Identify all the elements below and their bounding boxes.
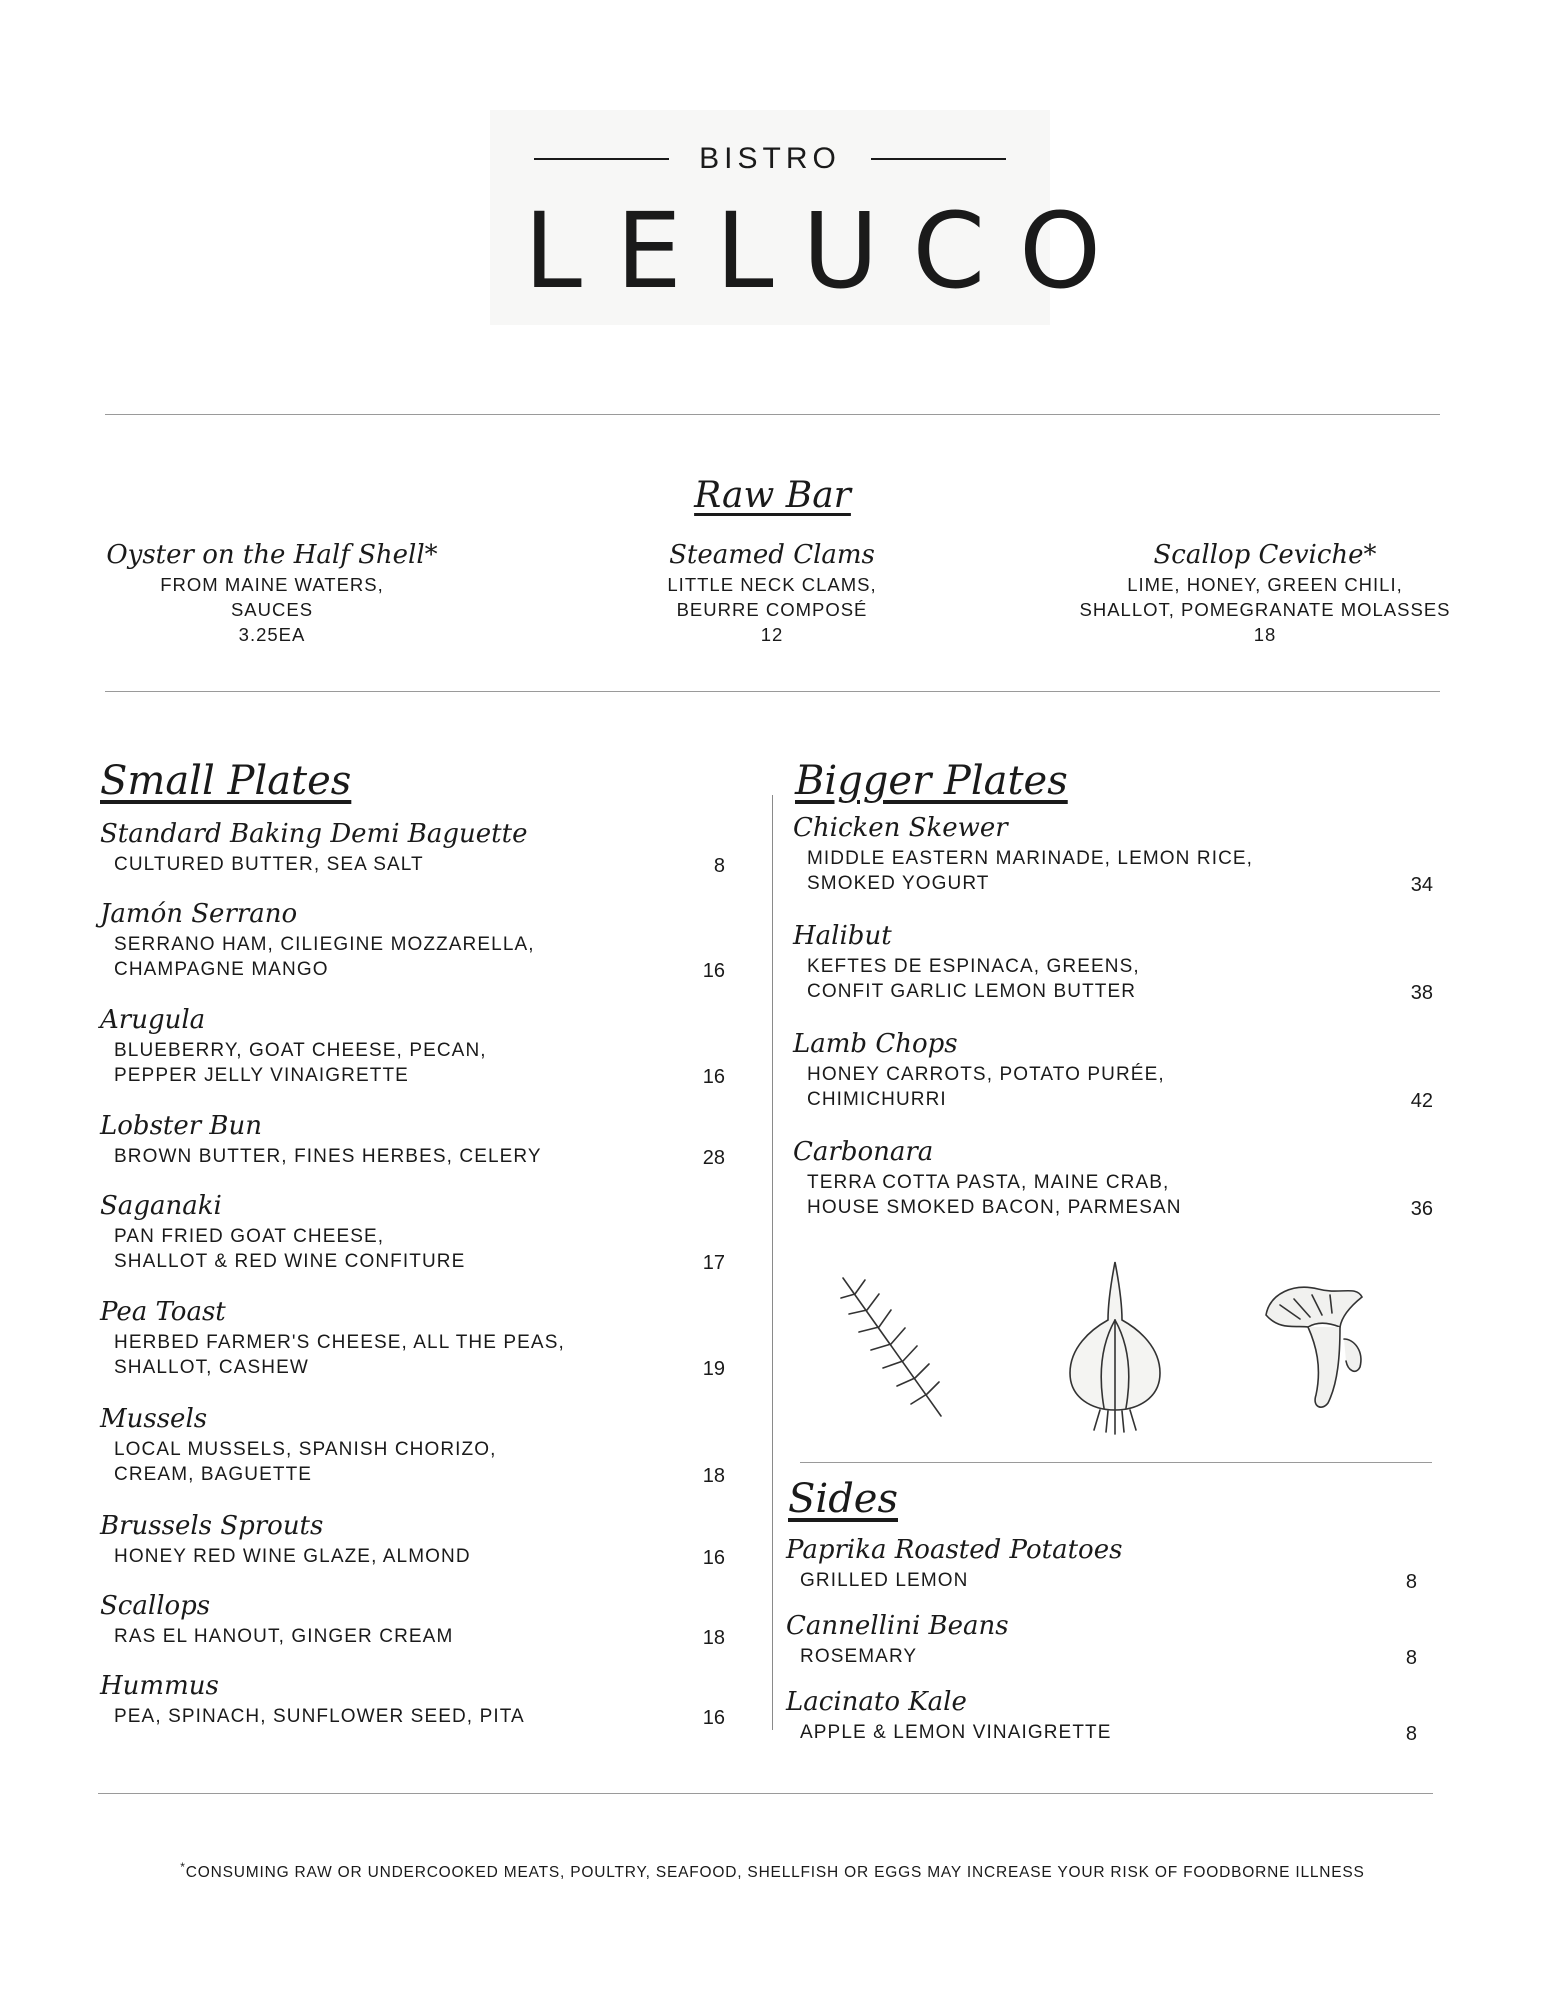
menu-item-price: 18 [702, 1627, 725, 1649]
menu-item-name: Halibut [793, 921, 892, 951]
menu-item-name: Arugula [100, 1005, 206, 1035]
raw-item-desc: LITTLE NECK CLAMS, [667, 574, 877, 595]
menu-item-desc: SERRANO HAM, CILIEGINE MOZZARELLA, [114, 934, 535, 955]
menu-item-name: Chicken Skewer [793, 813, 1008, 843]
menu-item-price: 16 [702, 1066, 725, 1088]
raw-item-price: 12 [760, 624, 784, 645]
menu-item-price: 16 [702, 1547, 725, 1569]
menu-item-desc: BROWN BUTTER, FINES HERBES, CELERY [114, 1146, 542, 1167]
menu-item-desc: APPLE & LEMON VINAIGRETTE [800, 1722, 1112, 1743]
divider-bottom [98, 1793, 1433, 1794]
menu-item-price: 16 [702, 960, 725, 982]
menu-item-name: Pea Toast [100, 1297, 226, 1327]
menu-item-name: Scallops [100, 1591, 211, 1621]
menu-item [786, 1534, 1122, 1593]
menu-item-name: Brussels Sprouts [100, 1511, 324, 1541]
raw-bar-item [542, 538, 1002, 647]
raw-item-desc: SAUCES [230, 599, 314, 620]
menu-item [100, 1004, 487, 1088]
menu-item [100, 1110, 542, 1169]
menu-item-desc: CONFIT GARLIC LEMON BUTTER [807, 981, 1137, 1002]
small-plates-title: Small Plates [100, 758, 352, 804]
footnote [0, 1860, 1545, 1882]
raw-item-price: 3.25EA [238, 624, 306, 645]
menu-item-price: 8 [1405, 1647, 1417, 1669]
raw-item-name: Scallop Ceviche* [1153, 540, 1377, 570]
menu-item-desc: PEPPER JELLY VINAIGRETTE [114, 1065, 409, 1086]
menu-item [100, 898, 535, 982]
menu-item [100, 1510, 471, 1569]
divider-sides [800, 1462, 1432, 1463]
menu-item-desc: ROSEMARY [800, 1646, 918, 1667]
sides-title: Sides [788, 1476, 898, 1522]
menu-item-desc: CREAM, BAGUETTE [114, 1464, 313, 1485]
menu-item-name: Mussels [100, 1404, 208, 1434]
menu-item-price: 42 [1410, 1090, 1433, 1112]
logo-subtitle-row [490, 142, 1050, 176]
menu-item-price: 8 [1405, 1571, 1417, 1593]
menu-item-price: 17 [702, 1252, 725, 1274]
menu-item-price: 28 [702, 1147, 725, 1169]
menu-item [100, 818, 527, 877]
raw-item-desc: FROM MAINE WATERS, [160, 574, 384, 595]
raw-bar-item [42, 538, 502, 647]
raw-item-desc: LIME, HONEY, GREEN CHILI, [1127, 574, 1403, 595]
menu-item-price: 19 [702, 1358, 725, 1380]
logo-left-line [534, 158, 669, 160]
menu-item-name: Cannellini Beans [786, 1611, 1009, 1641]
divider-top [105, 414, 1440, 415]
menu-item-price: 8 [713, 855, 725, 877]
raw-item-desc: SHALLOT, POMEGRANATE MOLASSES [1079, 599, 1451, 620]
menu-item-desc: BLUEBERRY, GOAT CHEESE, PECAN, [114, 1040, 487, 1061]
column-divider [772, 795, 773, 1730]
menu-item-desc: PEA, SPINACH, SUNFLOWER SEED, PITA [114, 1706, 525, 1727]
menu-item-desc: SHALLOT & RED WINE CONFITURE [114, 1251, 466, 1272]
raw-bar-item [1030, 538, 1500, 647]
menu-item-desc: HONEY CARROTS, POTATO PURÉE, [807, 1064, 1165, 1085]
logo-title: LELUCO [524, 190, 1136, 312]
menu-item-price: 18 [702, 1465, 725, 1487]
menu-item-desc: PAN FRIED GOAT CHEESE, [114, 1226, 385, 1247]
menu-item-desc: CHAMPAGNE MANGO [114, 959, 329, 980]
menu-item [793, 1028, 1165, 1112]
menu-item [793, 812, 1253, 896]
bigger-plates-title: Bigger Plates [795, 758, 1068, 804]
menu-item [100, 1190, 465, 1274]
menu-item [786, 1610, 1009, 1669]
garlic-icon [1060, 1258, 1170, 1438]
menu-item-price: 34 [1410, 874, 1433, 896]
menu-item-name: Paprika Roasted Potatoes [786, 1535, 1123, 1565]
menu-item-desc: CHIMICHURRI [807, 1089, 947, 1110]
menu-item-price: 36 [1410, 1198, 1433, 1220]
divider-raw-bar [105, 691, 1440, 692]
menu-item [786, 1686, 1112, 1745]
menu-item-name: Hummus [100, 1671, 219, 1701]
menu-item-desc: TERRA COTTA PASTA, MAINE CRAB, [807, 1172, 1170, 1193]
raw-item-name: Steamed Clams [669, 540, 875, 570]
raw-item-name: Oyster on the Half Shell* [106, 540, 438, 570]
logo-right-line [871, 158, 1006, 160]
menu-item-name: Lamb Chops [793, 1029, 958, 1059]
mushroom-icon [1260, 1275, 1370, 1415]
logo-subtitle: BISTRO [699, 142, 841, 175]
menu-item-desc: HOUSE SMOKED BACON, PARMESAN [807, 1197, 1182, 1218]
menu-item-desc: LOCAL MUSSELS, SPANISH CHORIZO, [114, 1439, 497, 1460]
menu-item-desc: GRILLED LEMON [800, 1570, 969, 1591]
raw-item-desc: BEURRE COMPOSÉ [676, 599, 868, 620]
menu-item-desc: SMOKED YOGURT [807, 873, 990, 894]
menu-item-price: 38 [1410, 982, 1433, 1004]
menu-item-desc: HERBED FARMER'S CHEESE, ALL THE PEAS, [114, 1332, 565, 1353]
footnote-text: CONSUMING RAW OR UNDERCOOKED MEATS, POULTRY, SEAFOOD, SHELLFISH OR EGGS MAY INCREASE YOUR RISK OF FOODBORNE ILLNESS [185, 1864, 1365, 1882]
menu-item [100, 1403, 497, 1487]
menu-item-price: 8 [1405, 1723, 1417, 1745]
menu-item-name: Standard Baking Demi Baguette [100, 819, 528, 849]
raw-bar-title: Raw Bar [694, 475, 851, 516]
menu-item [793, 1136, 1182, 1220]
menu-item-name: Carbonara [793, 1137, 934, 1167]
menu-item-desc: RAS EL HANOUT, GINGER CREAM [114, 1626, 454, 1647]
menu-item-desc: HONEY RED WINE GLAZE, ALMOND [114, 1546, 471, 1567]
footnote-mark: * [180, 1860, 186, 1874]
menu-item-desc: MIDDLE EASTERN MARINADE, LEMON RICE, [807, 848, 1254, 869]
menu-item [100, 1590, 453, 1649]
menu-item-name: Lobster Bun [100, 1111, 263, 1141]
menu-item [100, 1670, 525, 1729]
menu-item-name: Jamón Serrano [100, 899, 298, 929]
menu-item-price: 16 [702, 1707, 725, 1729]
rosemary-icon [835, 1272, 950, 1422]
menu-item [100, 1296, 565, 1380]
menu-item-desc: KEFTES DE ESPINACA, GREENS, [807, 956, 1140, 977]
menu-item-desc: CULTURED BUTTER, SEA SALT [114, 854, 424, 875]
raw-item-price: 18 [1253, 624, 1277, 645]
menu-item-name: Saganaki [100, 1191, 222, 1221]
menu-item [793, 920, 1140, 1004]
menu-item-name: Lacinato Kale [786, 1687, 967, 1717]
menu-item-desc: SHALLOT, CASHEW [114, 1357, 309, 1378]
logo [490, 110, 1136, 325]
